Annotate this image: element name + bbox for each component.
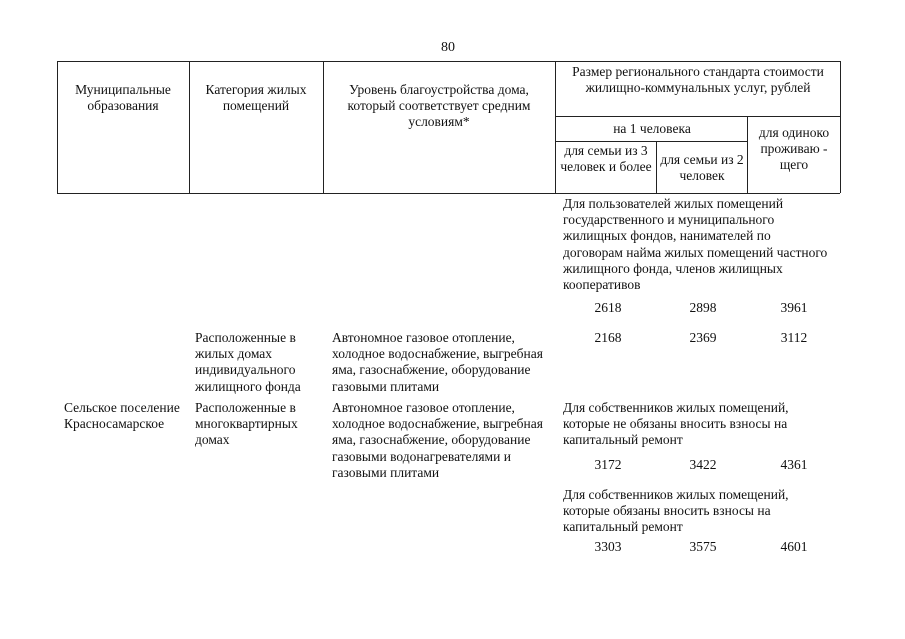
row-2-category: Расположенные в многоквартирных домах — [195, 400, 298, 448]
page-number: 80 — [441, 40, 455, 55]
row-1-level: Автономное газовое отопление, холодное водоснабжение, выгребная яма, газоснабжение, оборудование газовыми плитами — [332, 330, 543, 394]
group-2-value-family2: 3422 — [689, 457, 717, 472]
header-divider-standard — [555, 116, 840, 117]
group-2-title: Для собственников жилых помещений, которые не обязаны вносить взносы на капитальный ремонт — [563, 400, 789, 448]
group-3-value-single: 4601 — [780, 539, 808, 554]
group-1-row-1-value-single: 3112 — [780, 330, 808, 345]
header-col-divider-4 — [656, 141, 657, 193]
group-3-value-family3: 3303 — [594, 539, 622, 554]
group-1-value-family2: 2898 — [689, 300, 717, 315]
header-col-divider-3 — [555, 61, 556, 193]
header-family3: для семьи из 3 человек и более — [560, 143, 652, 175]
header-col-divider-1 — [189, 61, 190, 193]
group-1-value-family3: 2618 — [594, 300, 622, 315]
group-1-title: Для пользователей жилых помещений государственного и муниципального жилищных фондов, нанимателей по договорам найма жилых помещений частного жилищного фонда, членов жилищных кооперативов — [563, 196, 828, 292]
header-level: Уровень благоустройства дома, который соответствует средним условиям* — [347, 82, 531, 130]
group-3-value-family2: 3575 — [689, 539, 717, 554]
header-divider-per-person — [555, 141, 747, 142]
header-left-border — [57, 61, 58, 193]
group-3-title: Для собственников жилых помещений, которые обязаны вносить взносы на капитальный ремонт — [563, 487, 789, 535]
row-2-level: Автономное газовое отопление, холодное водоснабжение, выгребная яма, газоснабжение, оборудование газовыми водонагревателями и газовыми плитами — [332, 400, 543, 480]
header-right-border — [840, 61, 841, 193]
row-1-category: Расположенные в жилых домах индивидуального жилищного фонда — [195, 330, 301, 394]
header-category: Категория жилых помещений — [205, 82, 307, 114]
group-1-row-1-value-family2: 2369 — [689, 330, 717, 345]
header-family2: для семьи из 2 человек — [660, 152, 744, 184]
municipality-name: Сельское поселение Красносамарское — [64, 400, 180, 432]
group-2-value-single: 4361 — [780, 457, 808, 472]
header-bottom-border — [57, 193, 840, 194]
header-col-divider-5 — [747, 116, 748, 193]
header-col-divider-2 — [323, 61, 324, 193]
header-standard: Размер регионального стандарта стоимости жилищно-коммунальных услуг, рублей — [572, 64, 824, 96]
header-single: для одиноко проживаю - щего — [758, 125, 830, 173]
group-1-value-single: 3961 — [780, 300, 808, 315]
group-2-value-family3: 3172 — [594, 457, 622, 472]
group-1-row-1-value-family3: 2168 — [594, 330, 622, 345]
header-top-border — [57, 61, 840, 62]
header-per-person: на 1 человека — [613, 121, 691, 136]
header-municipal: Муниципальные образования — [75, 82, 171, 114]
